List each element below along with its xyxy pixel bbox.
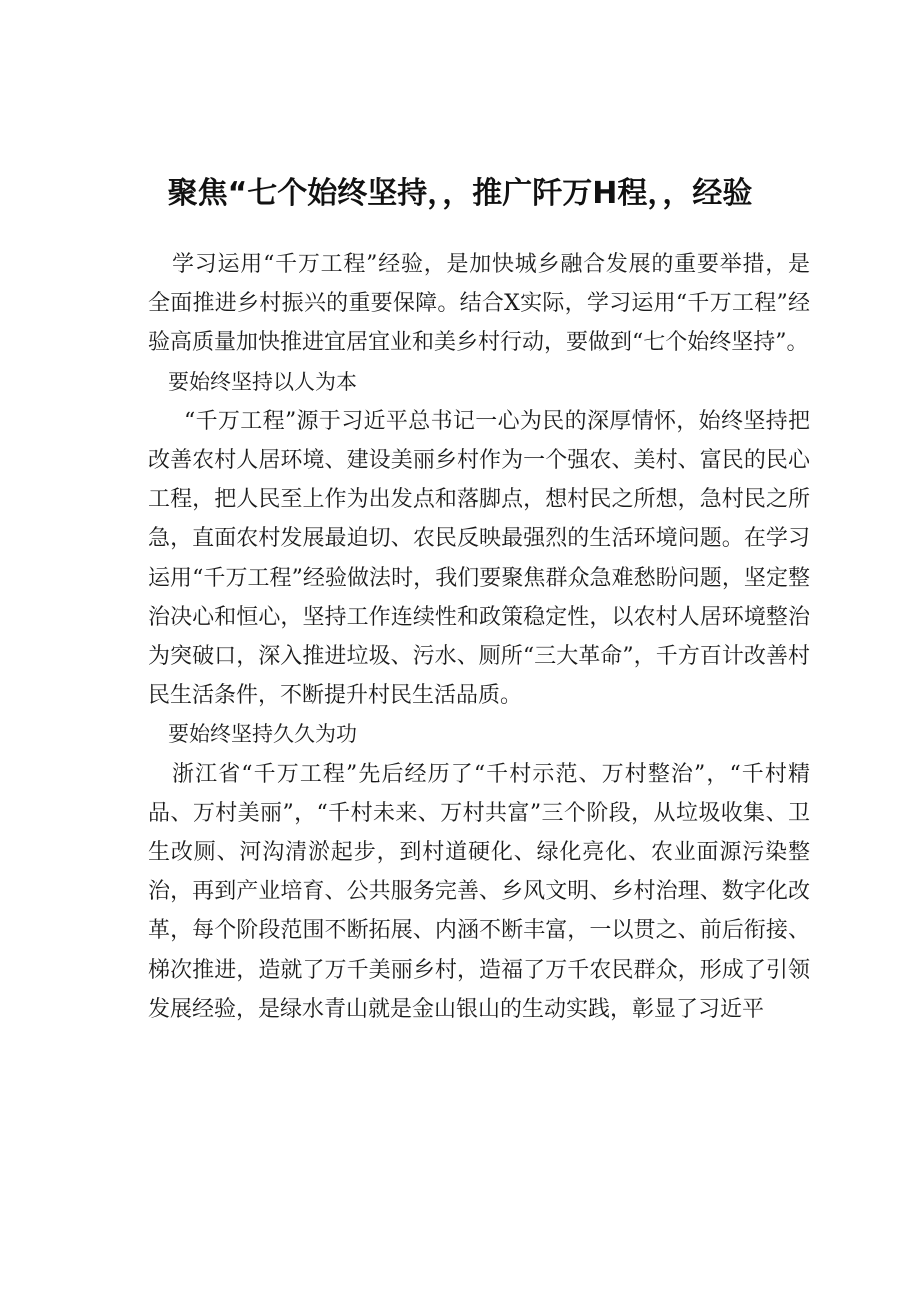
section-heading-persistence: 要始终坚持久久为功	[168, 722, 357, 747]
document-title: 聚焦“七个始终坚持，，推广阡万H程，，经验	[167, 176, 753, 211]
section-paragraph-people-first: “千万工程”源于习近平总书记一心为民的深厚情怀，始终坚持把改善农村人居环境、建设美丽乡村作为一个强农、美村、富民的民心工程，把人民至上作为出发点和落脚点，想村民之所想，急村民之所急，直面农村发展最迫切、农民反映最强烈的生活环境问题。在学习运用“千万工程”经验做法时，我们要聚焦群众急难愁盼问题，坚定整治决心和恒心，坚持工作连续性和政策稳定性，以农村人居环境整治为突破口，深入推进垃圾、污水、厕所“三大革命”，千方百计改善村民生活条件，不断提升村民生活品质。	[148, 408, 810, 709]
intro-paragraph: 学习运用“千万工程”经验，是加快城乡融合发展的重要举措，是全面推进乡村振兴的重要保障。结合X实际，学习运用“千万工程”经验高质量加快推进宜居宜业和美乡村行动，要做到“七个始终坚持”。	[148, 252, 810, 356]
document-body	[148, 245, 810, 1029]
section-heading-people-first: 要始终坚持以人为本	[168, 369, 357, 394]
section-paragraph-persistence: 浙江省“千万工程”先后经历了“千村示范、万村整治”，“千村精品、万村美丽”，“千村未来、万村共富”三个阶段，从垃圾收集、卫生改厕、河沟清淤起步，到村道硬化、绿化亮化、农业面源污染整治，再到产业培育、公共服务完善、乡风文明、乡村治理、数字化改革，每个阶段范围不断拓展、内涵不断丰富，一以贯之、前后衔接、梯次推进，造就了万千美丽乡村，造福了万千农民群众，形成了引领发展经验，是绿水青山就是金山银山的生动实践，彰显了习近平	[148, 761, 810, 1022]
